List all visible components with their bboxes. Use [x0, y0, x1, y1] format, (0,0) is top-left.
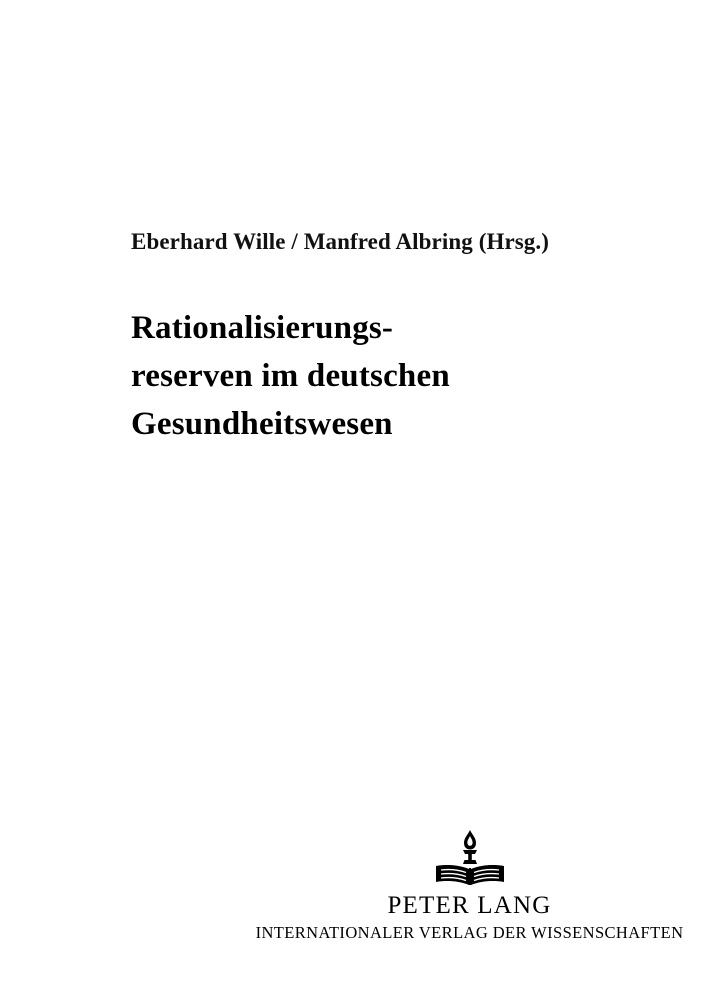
- publisher-name: PETER LANG: [387, 892, 552, 919]
- publisher-block: [0, 828, 705, 942]
- title-line-2: reserven im deutschen: [131, 357, 450, 394]
- title-line-3: Gesundheitswesen: [131, 405, 393, 442]
- publisher-logo: [117, 828, 705, 890]
- editors-line: Eberhard Wille / Manfred Albring (Hrsg.): [131, 229, 550, 254]
- publisher-subtitle: INTERNATIONALER VERLAG DER WISSENSCHAFTEN: [255, 922, 684, 942]
- title-line-1: Rationalisierungs-: [131, 310, 394, 346]
- book-title: [131, 305, 631, 449]
